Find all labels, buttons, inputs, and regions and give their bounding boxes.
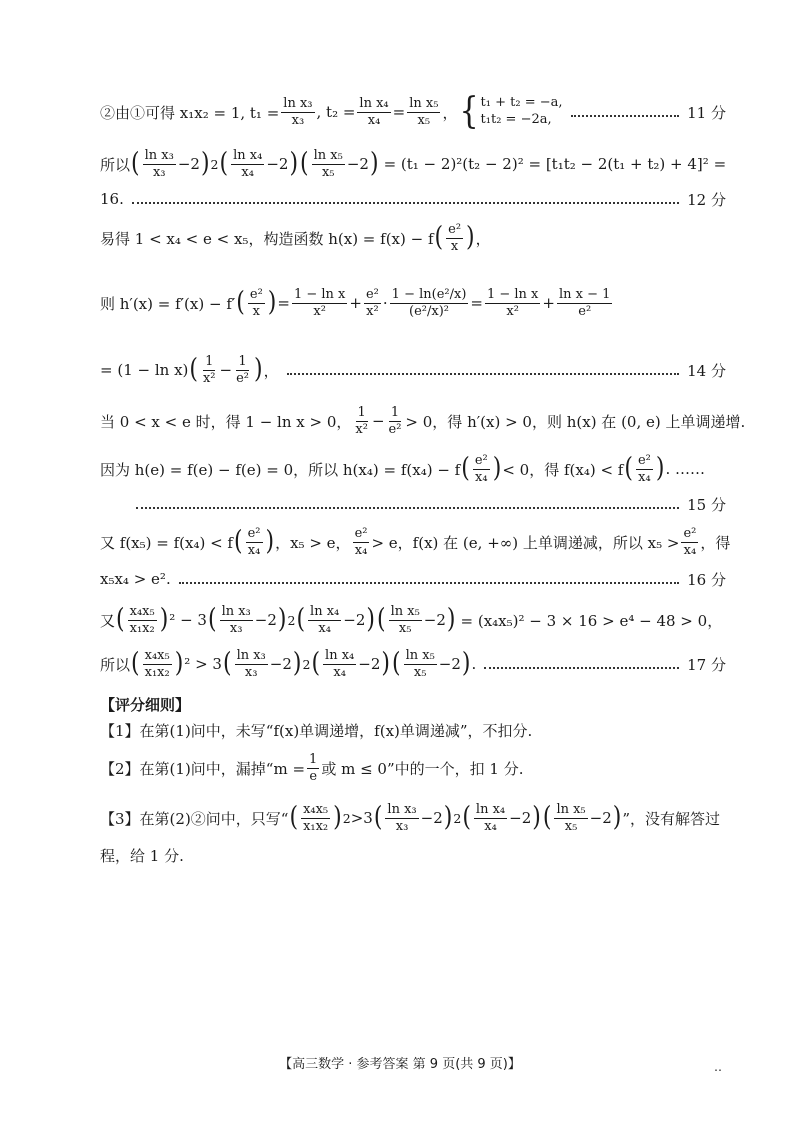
rule-text: 【1】在第(1)问中，未写“f(x)单调递增，f(x)单调递减”，不扣分. <box>100 721 533 740</box>
step-text: 因为 h(e) = f(e) − f(e) = 0，所以 h(x₄) = f(x₄) − f <box>100 460 461 479</box>
rule-text: 或 m ≤ 0”中的一个，扣 1 分. <box>321 759 524 778</box>
grading-rule-3-cont <box>100 842 726 868</box>
rule-text: ”，没有解答过 <box>622 809 721 828</box>
rule-text: 【3】在第(2)②问中，只写“ <box>100 809 289 828</box>
step-line-3 <box>100 186 726 212</box>
step-text: x₅x₄ > e². <box>100 570 171 588</box>
fraction: $\frac{\text{ln x₅}}{\text{x₅}}$ <box>409 95 439 128</box>
score-label: 14 分 <box>687 361 726 380</box>
fraction: $\frac{\text{ln x₃}}{\text{x₃}}$ <box>283 95 313 128</box>
step-line-11 <box>100 566 726 592</box>
step-line-9 <box>100 492 726 516</box>
grading-rule-2: 【2】在第(1)问中，漏掉“m = $\frac{1}{e}$ 或 m ≤ 0”中的一个，扣 1 分. <box>100 751 524 784</box>
step-line-6: = (1 − ln x) ( $\frac{1}{\text{x²}}$ − $\frac{1}{\text{e²}}$ ) ， 14 分 <box>100 353 726 386</box>
step-line-7: 当 0 < x < e 时，得 1 − ln x > 0， $\frac{1}{\text{x²}}$ − $\frac{1}{\text{e²}}$ > 0，得 h′(x) > 0，则 h(x) 在 (0, e) 上单调递增. <box>100 404 746 437</box>
fraction: $\frac{\text{ln x₄}}{\text{x₄}}$ <box>359 95 389 128</box>
grading-rules-heading: 【评分细则】 <box>100 696 191 714</box>
score-label: 16 分 <box>687 570 726 589</box>
grading-rule-1 <box>100 716 726 744</box>
score-label: 12 分 <box>687 190 726 209</box>
step-text: 又 <box>100 611 116 630</box>
score-label: 11 分 <box>687 103 726 122</box>
page-footer: 【高三数学 · 参考答案 第 9 页(共 9 页)】 <box>279 1057 521 1072</box>
step-line-5: 则 h′(x) = f′(x) − f′ ( $\frac{\text{e²}}{x}$ ) = $\frac{\text{1 − ln x}}{\text{x²}}$ + $\frac{\text{e²}}{\text{x²}}$ · $\frac{\text{1 − ln(e²/x)}}{\text{(e²/x)²}}$ = $\frac{\text{1 − ln x}}{\text{x²}}$ + $\frac{\text{ln x − 1}}{\text{e²}}$ <box>100 286 611 319</box>
grading-rule-3: 【3】在第(2)②问中，只写“ ( $\frac{\text{x₄x₅}}{\text{x₁x₂}}$ ) 2 >3 ( $\frac{\text{ln x₃}}{\text{x₃}}$ −2 ) 2 ( $\frac{\text{ln x₄}}{\text{x₄}}$ −2 ) ( $\frac{\text{ln x₅}}{\text{x₅}}$ −2 ) ”，没有解答过 <box>100 801 721 834</box>
rule-text: 【2】在第(1)问中，漏掉“m = <box>100 759 306 778</box>
step-text: = (t₁ − 2)²(t₂ − 2)² = [t₁t₂ − 2(t₁ + t₂) + 4]² = <box>383 155 727 173</box>
step-text: , t₂ = <box>316 103 356 121</box>
step-text: 则 h′(x) = f′(x) − f′ <box>100 294 236 313</box>
step-line-12: 又 ( $\frac{\text{x₄x₅}}{\text{x₁x₂}}$ ) ² − 3 ( $\frac{\text{ln x₃}}{\text{x₃}}$ −2 ) 2 ( $\frac{\text{ln x₄}}{\text{x₄}}$ −2 ) ( $\frac{\text{ln x₅}}{\text{x₅}}$ −2 ) = (x₄x₅)² − 3 × 16 > e⁴ − 48 > 0， <box>100 603 723 636</box>
dotted-leader <box>287 373 680 375</box>
score-label: 15 分 <box>687 495 726 514</box>
score-label: 17 分 <box>687 655 726 674</box>
case-system: { t₁ + t₂ = −a, t₁t₂ = −2a, <box>459 90 563 133</box>
step-text: 所以 <box>100 155 131 174</box>
step-text: = (1 − ln x) <box>100 361 189 379</box>
dotted-leader <box>571 115 680 117</box>
step-text: 所以 <box>100 655 131 674</box>
rule-text: 程，给 1 分. <box>100 846 184 865</box>
step-text: 易得 1 < x₄ < e < x₅，构造函数 h(x) = f(x) − f <box>100 229 434 248</box>
step-text: 16. <box>100 190 124 208</box>
dotted-leader <box>132 202 679 204</box>
step-text: 当 0 < x < e 时，得 1 − ln x > 0， <box>100 412 352 431</box>
step-line-4: 易得 1 < x₄ < e < x₅，构造函数 h(x) = f(x) − f ( $\frac{\text{e²}}{x}$ ) ， <box>100 221 491 254</box>
step-line-1: ②由①可得 x₁x₂ = 1, t₁ = $\frac{\text{ln x₃}}{\text{x₃}}$ , t₂ = $\frac{\text{ln x₄}}{\text{x₄}}$ = $\frac{\text{ln x₅}}{\text{x₅}}$ ， { t₁ + t₂ = −a, t₁t₂ = −2a, 11 分 <box>100 90 726 133</box>
step-text: 又 f(x₅) = f(x₄) < f <box>100 533 233 552</box>
step-text: = <box>392 103 406 121</box>
step-line-8: 因为 h(e) = f(e) − f(e) = 0，所以 h(x₄) = f(x₄) − f ( $\frac{\text{e²}}{\text{x₄}}$ ) < 0，得 f(x₄) < f ( $\frac{\text{e²}}{\text{x₄}}$ ) . …… <box>100 452 706 485</box>
step-text: ②由①可得 x₁x₂ = 1, t₁ = <box>100 103 280 122</box>
step-line-2: 所以 ( $\frac{\text{ln x₃}}{\text{x₃}}$ −2 ) 2 ( $\frac{\text{ln x₄}}{\text{x₄}}$ −2 ) ( $\frac{\text{ln x₅}}{\text{x₅}}$ −2 ) = (t₁ − 2)²(t₂ − 2)² = [t₁t₂ − 2(t₁ + t₂) + 4]² = <box>100 147 727 180</box>
step-line-10: 又 f(x₅) = f(x₄) < f ( $\frac{\text{e²}}{\text{x₄}}$ ) ，x₅ > e， $\frac{\text{e²}}{\text{x₄}}$ > e，f(x) 在 (e, +∞) 上单调递减，所以 x₅ > $\frac{\text{e²}}{\text{x₄}}$ ，得 <box>100 525 731 558</box>
dotted-leader <box>179 582 679 584</box>
dotted-leader <box>484 667 679 669</box>
dotted-leader <box>136 507 679 509</box>
step-line-13: 所以 ( $\frac{\text{x₄x₅}}{\text{x₁x₂}}$ ) ² > 3 ( $\frac{\text{ln x₃}}{\text{x₃}}$ −2 ) 2 ( $\frac{\text{ln x₄}}{\text{x₄}}$ −2 ) ( $\frac{\text{ln x₅}}{\text{x₅}}$ −2 ) . 17 分 <box>100 647 726 680</box>
corner-mark: ‥ <box>713 1060 722 1074</box>
